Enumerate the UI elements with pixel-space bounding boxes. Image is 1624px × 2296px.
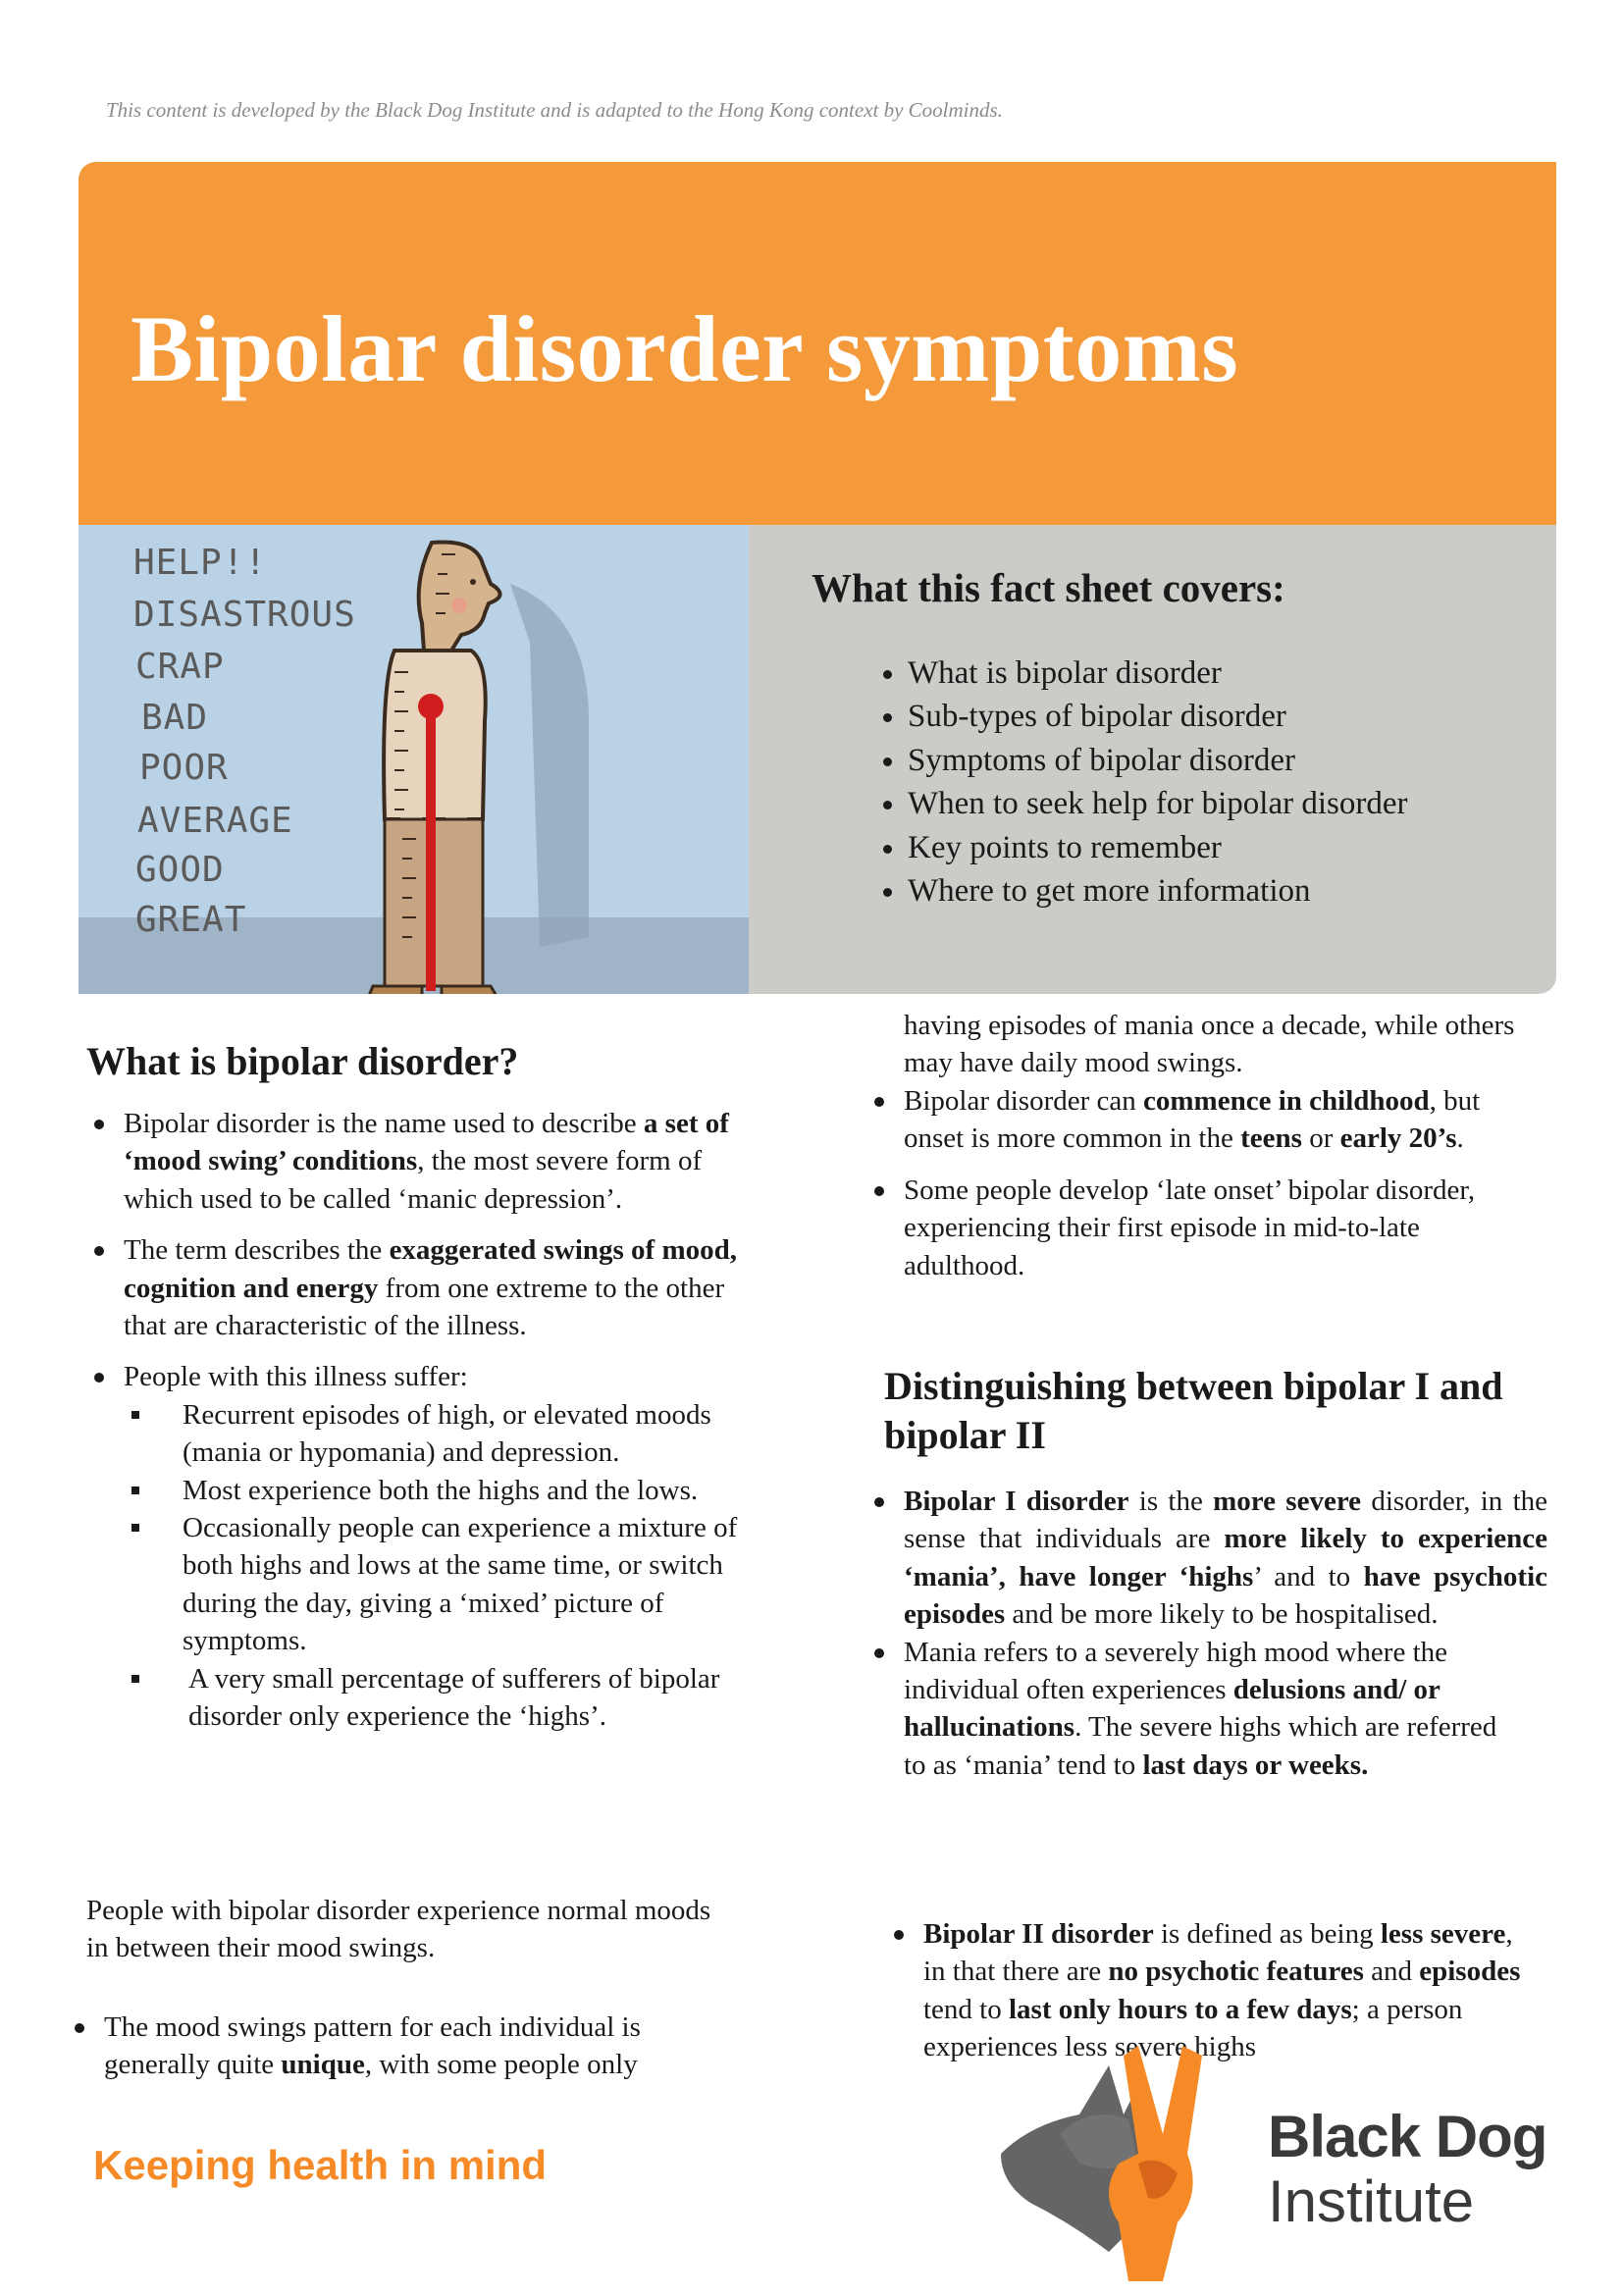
mood-scale-illustration: [79, 525, 749, 994]
sub-list-item: A very small percentage of sufferers of bipolar disorder only experience the ‘highs’.: [183, 1660, 738, 1736]
section-heading-what-is: What is bipolar disorder?: [86, 1039, 519, 1083]
scale-label-help: HELP!!: [133, 543, 268, 583]
black-dog-logo-mark: [991, 2026, 1266, 2291]
scale-label-crap: CRAP: [135, 647, 225, 687]
right-bullets-2: [904, 1483, 1547, 1784]
covers-list: [861, 652, 1408, 913]
tagline: Keeping health in mind: [93, 2142, 548, 2188]
covers-item: • Key points to remember: [908, 826, 1408, 869]
black-dog-logo-text: [1268, 2105, 1546, 2234]
covers-title: What this fact sheet covers:: [812, 565, 1285, 610]
list-item: Bipolar I disorder is the more severe disorder, in the sense that individuals are more likely to experience ‘mania’, have longer ‘highs’ and to have psychotic episodes and be more likely to be hospitalised.: [904, 1483, 1547, 1634]
list-item: Bipolar disorder is the name used to describe a set of ‘mood swing’ conditions, the most severe form of which used to be called ‘manic depression’.: [124, 1105, 738, 1218]
normal-moods-paragraph: People with bipolar disorder experience normal moods in between their mood swings.: [86, 1895, 711, 1964]
scale-label-bad: BAD: [141, 698, 209, 738]
list-item: Mania refers to a severely high mood where the individual often experiences delusions and/ or hallucinations. The severe highs which are referred to as ‘mania’ tend to last days or weeks.: [904, 1634, 1512, 1785]
scale-label-disastrous: DISASTROUS: [133, 595, 356, 635]
scale-label-good: GOOD: [135, 850, 225, 890]
page-title: Bipolar disorder symptoms: [131, 296, 1239, 401]
list-item: The term describes the exaggerated swings of mood, cognition and energy from one extreme to the other that are characteristic of the illness.: [124, 1231, 738, 1344]
continued-text: having episodes of mania once a decade, while others may have daily mood swings.: [904, 1010, 1515, 1079]
scale-label-average: AVERAGE: [137, 801, 293, 841]
list-item: Bipolar II disorder is defined as being less severe, in that there are no psychotic features and episodes tend to last only hours to a few days; a person experiences less severe highs: [923, 1915, 1532, 2066]
logo-line-2: Institute: [1268, 2168, 1475, 2234]
list-item: People with this illness suffer: Recurrent episodes of high, or elevated moods (mania or hypomania) and depression. Most experience both the highs and the lows. Occasionally people can experience a mixture of both highs and lows at the same time, or switch during the day, giving a ‘mixed’ picture of symptoms. A very small percentage of sufferers of bipolar disorder only experience the ‘highs’.: [124, 1358, 738, 1735]
covers-item: • Where to get more information: [908, 869, 1408, 913]
left-bullets: [124, 1105, 738, 1736]
sub-list-item: Recurrent episodes of high, or elevated moods (mania or hypomania) and depression.: [183, 1396, 738, 1472]
covers-item: • Symptoms of bipolar disorder: [908, 739, 1408, 782]
section-heading-distinguishing: Distinguishing between bipolar I and bipolar II: [884, 1364, 1503, 1457]
list-item: The mood swings pattern for each individual is generally quite unique, with some people only: [104, 2009, 732, 2084]
sub-list: [124, 1396, 738, 1736]
covers-item: • When to seek help for bipolar disorder: [908, 782, 1408, 825]
left-bullets-2: [104, 2009, 732, 2084]
scale-label-great: GREAT: [135, 900, 247, 940]
credit-line: This content is developed by the Black Dog Institute and is adapted to the Hong Kong context by Coolminds.: [106, 98, 1003, 122]
list-item: Some people develop ‘late onset’ bipolar disorder, experiencing their first episode in mid-to-late adulthood.: [904, 1172, 1532, 1284]
covers-item: • What is bipolar disorder: [908, 652, 1408, 695]
covers-item: • Sub-types of bipolar disorder: [908, 695, 1408, 738]
scale-label-poor: POOR: [139, 748, 229, 788]
sub-list-item: Occasionally people can experience a mixture of both highs and lows at the same time, or switch during the day, giving a ‘mixed’ picture of symptoms.: [183, 1509, 738, 1660]
list-item: Bipolar disorder can commence in childhood, but onset is more common in the teens or early 20’s.: [904, 1082, 1532, 1158]
logo-line-1: Black Dog: [1268, 2104, 1547, 2169]
sub-list-item: Most experience both the highs and the lows.: [183, 1472, 738, 1509]
right-bullets: [904, 1082, 1532, 1284]
